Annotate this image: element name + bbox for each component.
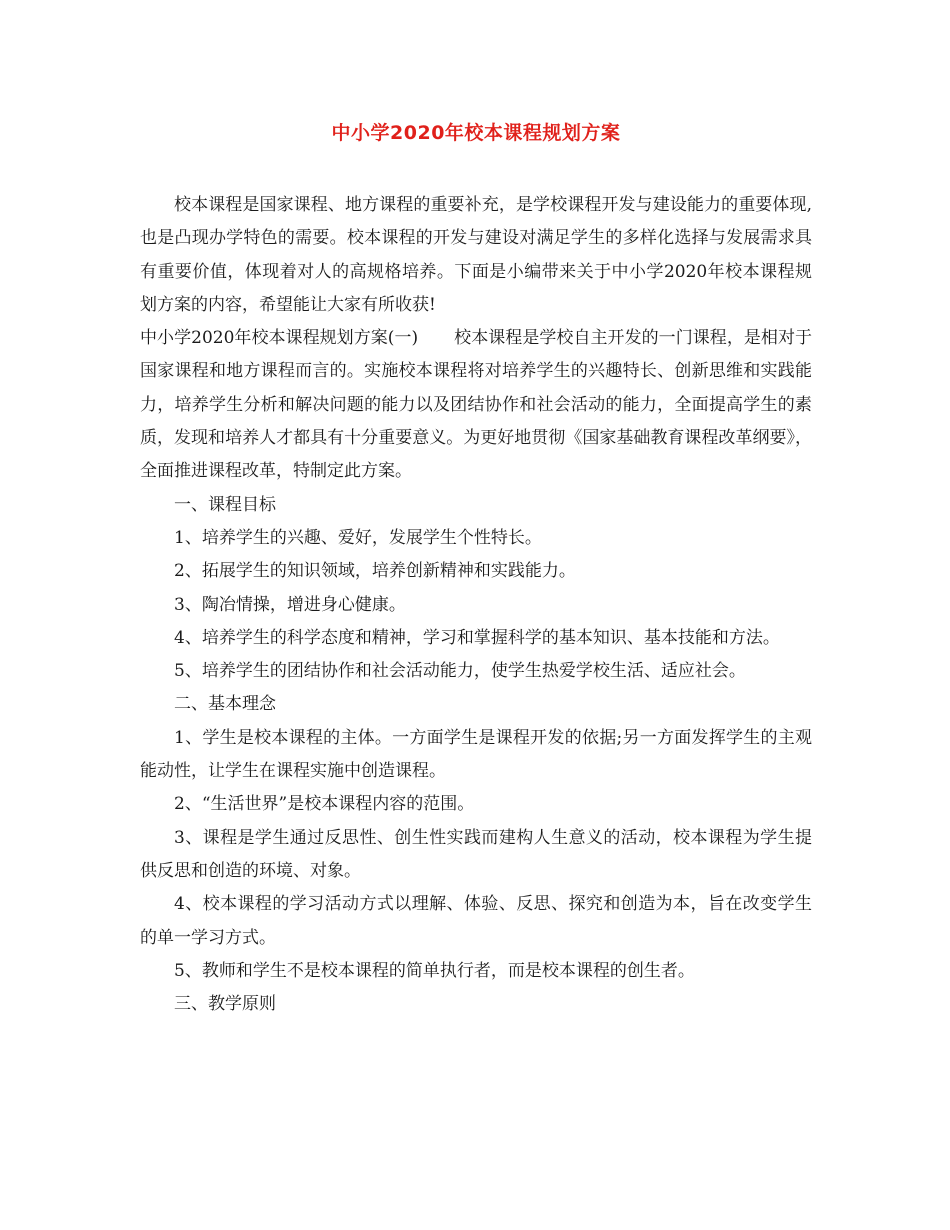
goal-item-1: 1、培养学生的兴趣、爱好，发展学生个性特长。 (174, 527, 542, 548)
goal-item-3: 3、陶冶情操，增进身心健康。 (174, 594, 406, 615)
heading-basic-concepts: 二、基本理念 (174, 694, 276, 715)
concept-item-3: 3、课程是学生通过反思性、创生性实践而建构人生意义的活动，校本课程为学生提供反思和创造的环境、对象。 (140, 827, 812, 881)
heading-course-goals: 一、课程目标 (174, 494, 276, 515)
concept-item-1: 1、学生是校本课程的主体。一方面学生是课程开发的依据;另一方面发挥学生的主观能动性，让学生在课程实施中创造课程。 (140, 727, 812, 782)
section-heading: 中小学2020年校本课程规划方案(一) (140, 328, 419, 349)
goal-item-2: 2、拓展学生的知识领域，培养创新精神和实践能力。 (174, 561, 576, 582)
section-paragraph (140, 322, 812, 488)
goal-item-4: 4、培养学生的科学态度和精神，学习和掌握科学的基本知识、基本技能和方法。 (174, 627, 780, 648)
concept-item-5: 5、教师和学生不是校本课程的简单执行者，而是校本课程的创生者。 (174, 960, 695, 981)
intro-paragraph: 校本课程是国家课程、地方课程的重要补充，是学校课程开发与建设能力的重要体现,也是凸现办学特色的需要。校本课程的开发与建设对满足学生的多样化选择与发展需求具有重要价值，体现着对人的高规格培养。下面是小编带来关于中小学2020年校本课程规划方案的内容，希望能让大家有所收获! (140, 195, 812, 315)
document-body (140, 189, 812, 1021)
document-title: 中小学2020年校本课程规划方案 (331, 122, 621, 144)
concept-item-2: 2、“生活世界”是校本课程内容的范围。 (174, 794, 475, 815)
document-page (140, 0, 812, 1230)
heading-teaching-principles: 三、教学原则 (174, 994, 276, 1015)
goal-item-5: 5、培养学生的团结协作和社会活动能力，使学生热爱学校生活、适应社会。 (174, 661, 746, 682)
concept-item-4: 4、校本课程的学习活动方式以理解、体验、反思、探究和创造为本，旨在改变学生的单一学习方式。 (140, 894, 812, 948)
section-body: 校本课程是学校自主开发的一门课程，是相对于国家课程和地方课程而言的。实施校本课程将对培养学生的兴趣特长、创新思维和实践能力，培养学生分析和解决问题的能力以及团结协作和社会活动的能力，全面提高学生的素质，发现和培养人才都具有十分重要意义。为更好地贯彻《国家基础教育课程改革纲要》，全面推进课程改革，特制定此方案。 (140, 328, 812, 482)
